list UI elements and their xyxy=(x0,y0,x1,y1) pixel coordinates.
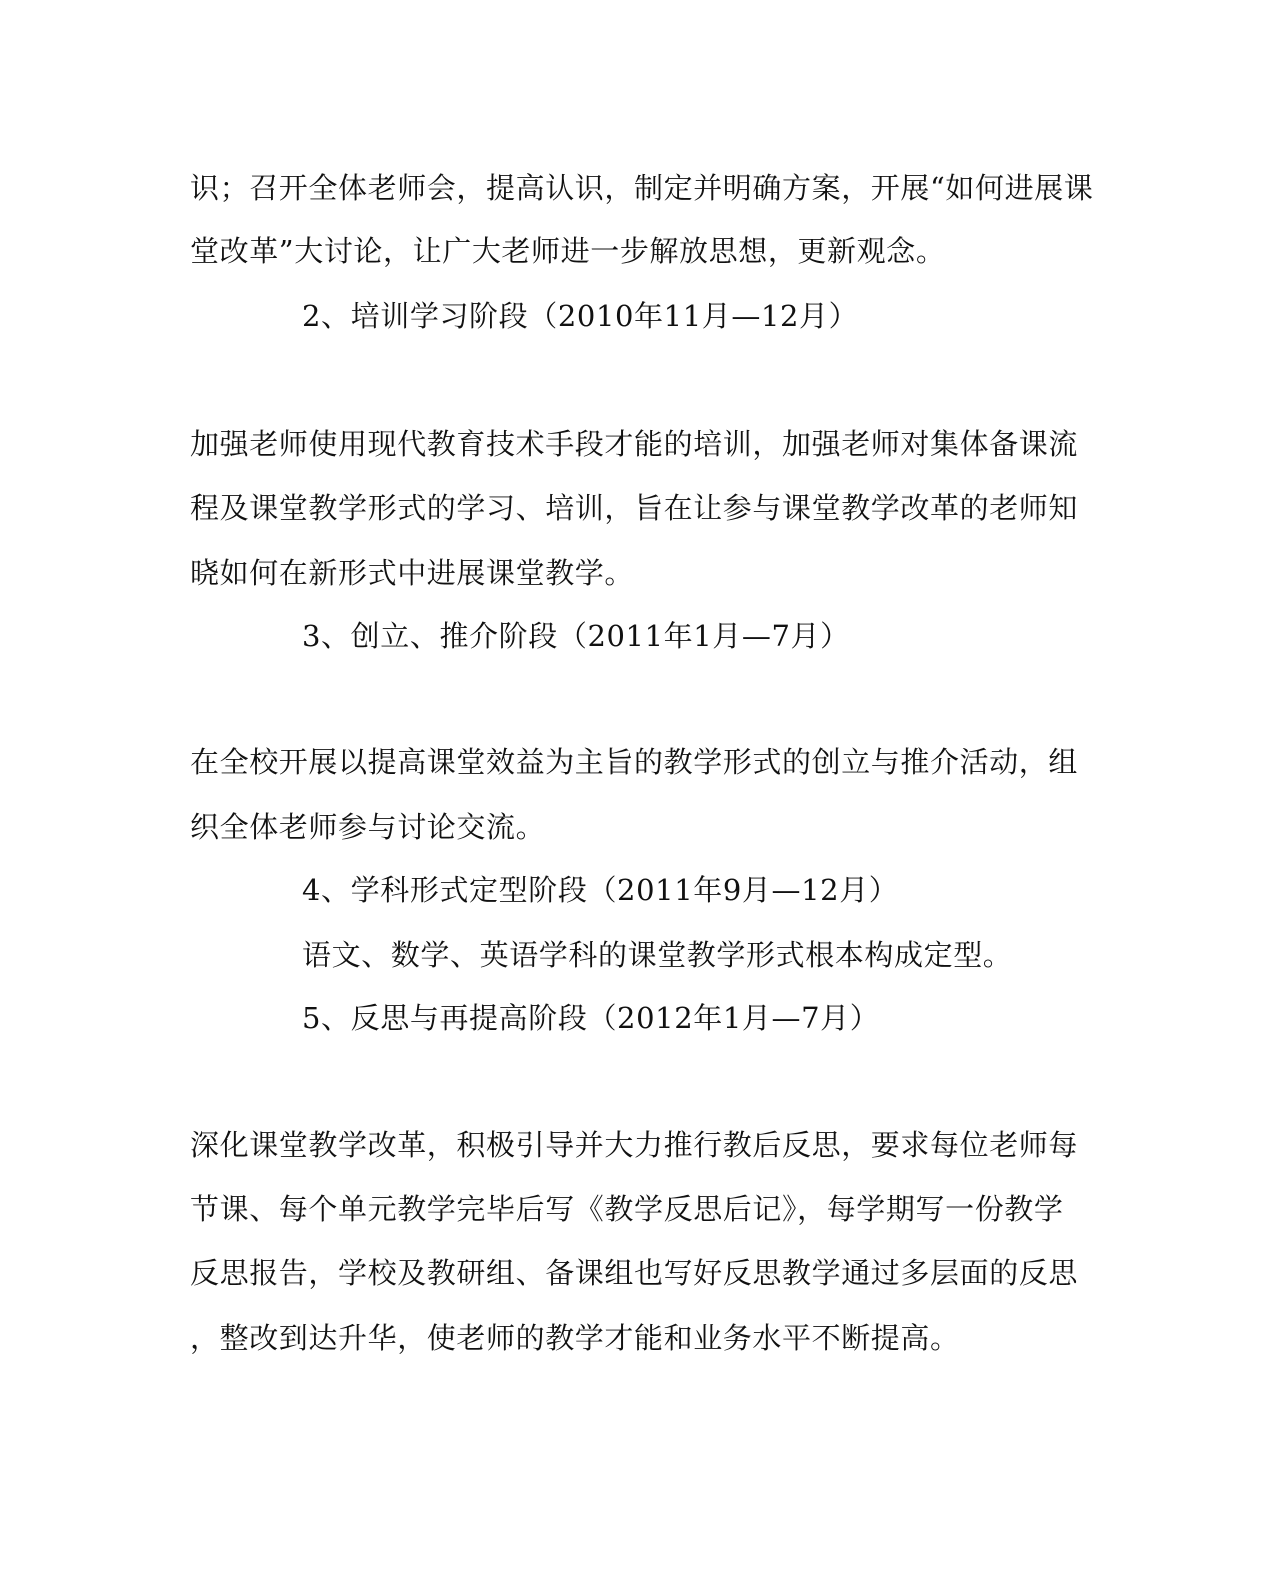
section-heading: 5、反思与再提高阶段（2012年1月—7月） xyxy=(302,1001,880,1035)
paragraph-line: 反思报告，学校及教研组、备课组也写好反思教学通过多层面的反思 xyxy=(190,1256,1079,1290)
section-heading: 2、培训学习阶段（2010年11月—12月） xyxy=(302,299,859,333)
paragraph-line: 晓如何在新形式中进展课堂教学。 xyxy=(190,556,635,590)
section-heading: 4、学科形式定型阶段（2011年9月—12月） xyxy=(302,873,899,907)
paragraph-line: 程及课堂教学形式的学习、培训，旨在让参与课堂教学改革的老师知 xyxy=(190,491,1079,525)
section-heading: 3、创立、推介阶段（2011年1月—7月） xyxy=(302,619,850,653)
paragraph-line: 语文、数学、英语学科的课堂教学形式根本构成定型。 xyxy=(302,938,1013,972)
paragraph-line: 在全校开展以提高课堂效益为主旨的教学形式的创立与推介活动，组 xyxy=(190,745,1079,779)
paragraph-line: 加强老师使用现代教育技术手段才能的培训，加强老师对集体备课流 xyxy=(190,427,1079,461)
paragraph-line: ，整改到达升华，使老师的教学才能和业务水平不断提高。 xyxy=(190,1321,960,1355)
paragraph-line: 节课、每个单元教学完毕后写《教学反思后记》，每学期写一份教学 xyxy=(190,1192,1064,1226)
paragraph-line: 织全体老师参与讨论交流。 xyxy=(190,810,546,844)
paragraph-line: 识；召开全体老师会，提高认识，制定并明确方案，开展“如何进展课 xyxy=(190,171,1094,205)
paragraph-line: 堂改革”大讨论，让广大老师进一步解放思想，更新观念。 xyxy=(190,234,946,268)
paragraph-line: 深化课堂教学改革，积极引导并大力推行教后反思，要求每位老师每 xyxy=(190,1128,1079,1162)
